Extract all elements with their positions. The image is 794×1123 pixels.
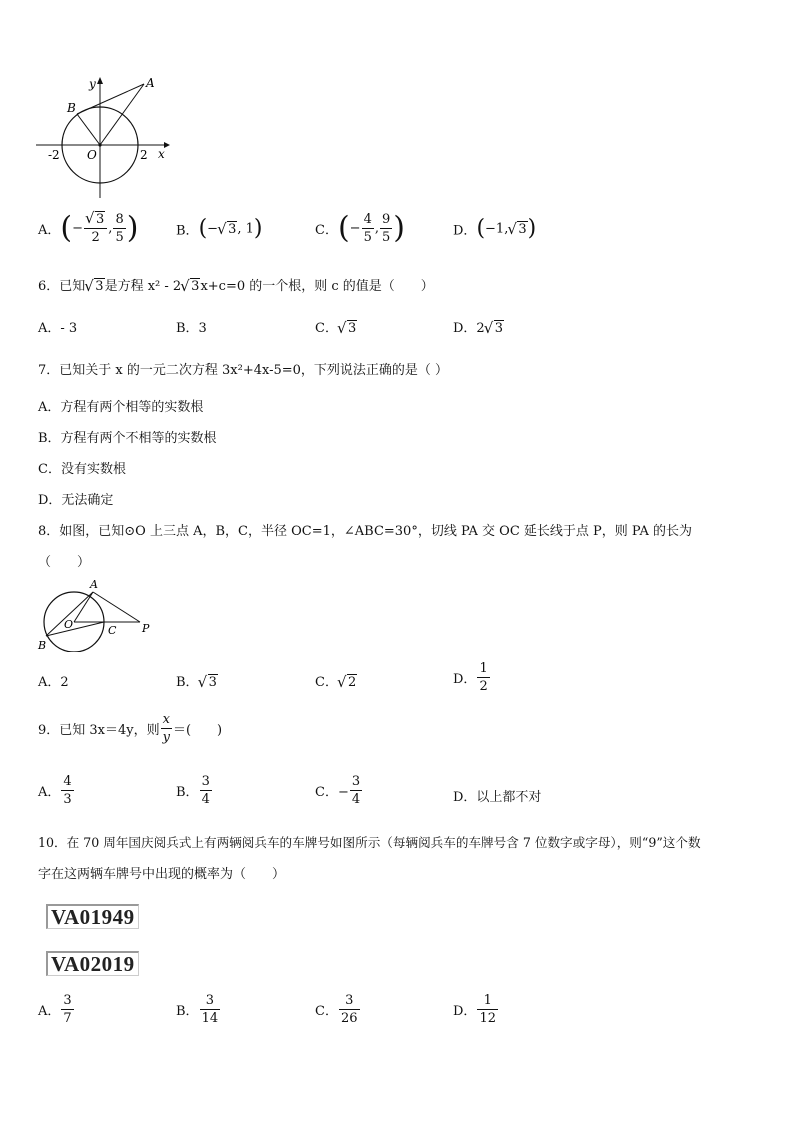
- label-P: P: [142, 622, 150, 635]
- q8-circle-figure: [36, 578, 160, 652]
- q6-option-a: A．- 3: [38, 321, 78, 336]
- y-axis-arrow: [97, 77, 103, 84]
- fraction: $\frac{4}{3}$: [63, 774, 72, 807]
- q5-option-d: D．(−1,√ 3): [453, 218, 536, 240]
- q10-stem-line1: 10．在 70 周年国庆阅兵式上有两辆阅兵车的车牌号如图所示（每辆阅兵车的车牌号含 7 位数字或字母），则“9”这个数: [38, 835, 701, 850]
- q5-option-a: A．(− √ $\frac{3}{2}$ , $\frac{8}{5}$ ): [38, 213, 138, 244]
- q5-option-c: C．(− $\frac{4}{5}$ , $\frac{9}{5}$ ): [315, 210, 405, 246]
- q5-option-b: B．(−√ 3, 1): [176, 218, 262, 240]
- label-x: x: [158, 147, 165, 161]
- q8-option-b: B．√ 3: [176, 671, 218, 690]
- q10-option-d: D． $\frac{1}{12}$: [453, 993, 496, 1026]
- q8-option-c: C．√ 2: [315, 671, 357, 690]
- q9-option-c: C．− $\frac{3}{4}$: [315, 774, 361, 807]
- q9-option-d: D．以上都不对: [453, 790, 542, 805]
- q9-option-a: A． $\frac{4}{3}$: [38, 774, 72, 807]
- q7-option-a: A．方程有两个相等的实数根: [38, 400, 204, 415]
- q7-stem: 7．已知关于 x 的一元二次方程 3x²+4x-5=0，下列说法正确的是（ ）: [38, 363, 449, 378]
- x-axis-arrow: [164, 142, 170, 148]
- q6-stem: 6．已知√ 3是方程 x² - 2√ 3x+c=0 的一个根，则 c 的值是（ ）: [38, 275, 434, 294]
- fraction: √ $\frac{3}{2}$: [84, 213, 107, 244]
- fraction: $\frac{x}{y}$: [162, 712, 170, 745]
- q8-stem: 8．如图，已知⊙O 上三点 A，B，C，半径 OC=1，∠ABC=30°，切线 PA 交 OC 延长线于点 P，则 PA 的长为: [38, 524, 692, 539]
- label-O: O: [87, 148, 97, 162]
- origin-dot: [98, 143, 101, 146]
- q6-option-b: B．3: [176, 321, 207, 336]
- fraction: $\frac{3}{4}$: [351, 774, 361, 807]
- label-A: A: [146, 76, 155, 90]
- fraction: $\frac{1}{12}$: [479, 993, 496, 1026]
- label-O: O: [64, 618, 74, 631]
- q5-coordinate-figure: [36, 72, 176, 204]
- q10-option-b: B． $\frac{3}{14}$: [176, 993, 219, 1026]
- fraction: $\frac{3}{14}$: [201, 993, 219, 1026]
- label-y: y: [89, 77, 96, 91]
- fraction: $\frac{1}{2}$: [479, 661, 488, 694]
- label-neg2: -2: [48, 148, 60, 162]
- q7-option-d: D．无法确定: [38, 493, 114, 508]
- q8-option-a: A．2: [38, 675, 69, 690]
- label-C: C: [108, 624, 117, 637]
- q8-option-d: D． $\frac{1}{2}$: [453, 661, 488, 694]
- segment-BC: [46, 622, 104, 636]
- license-plate-1: VA01949: [46, 904, 139, 929]
- q6-option-c: C．√ 3: [315, 317, 357, 336]
- q10-option-a: A． $\frac{3}{7}$: [38, 993, 72, 1026]
- fraction: $\frac{9}{5}$: [382, 212, 391, 245]
- license-plate-2: VA02019: [46, 951, 139, 976]
- q7-option-c: C．没有实数根: [38, 462, 126, 477]
- fraction: $\frac{8}{5}$: [115, 212, 124, 245]
- q6-option-d: D．2√ 3: [453, 317, 504, 336]
- label-pos2: 2: [140, 148, 148, 162]
- fraction: $\frac{3}{26}$: [340, 993, 358, 1026]
- label-A: A: [90, 578, 98, 591]
- fraction: $\frac{3}{4}$: [201, 774, 210, 807]
- segment-OB: [77, 114, 100, 145]
- label-B: B: [38, 639, 47, 652]
- q10-option-c: C． $\frac{3}{26}$: [315, 993, 358, 1026]
- q9-stem: 9．已知 3x＝4y，则 $\frac{x}{y}$ ＝( ): [38, 712, 223, 745]
- q9-option-b: B． $\frac{3}{4}$: [176, 774, 210, 807]
- q10-stem-line2: 字在这两辆车牌号中出现的概率为（ ）: [38, 867, 286, 882]
- fraction: $\frac{4}{5}$: [363, 212, 372, 245]
- q7-option-b: B．方程有两个不相等的实数根: [38, 431, 217, 446]
- label-B: B: [67, 101, 76, 115]
- fraction: $\frac{3}{7}$: [63, 993, 72, 1026]
- q8-paren: （ ）: [38, 555, 91, 570]
- segment-AB: [77, 84, 144, 114]
